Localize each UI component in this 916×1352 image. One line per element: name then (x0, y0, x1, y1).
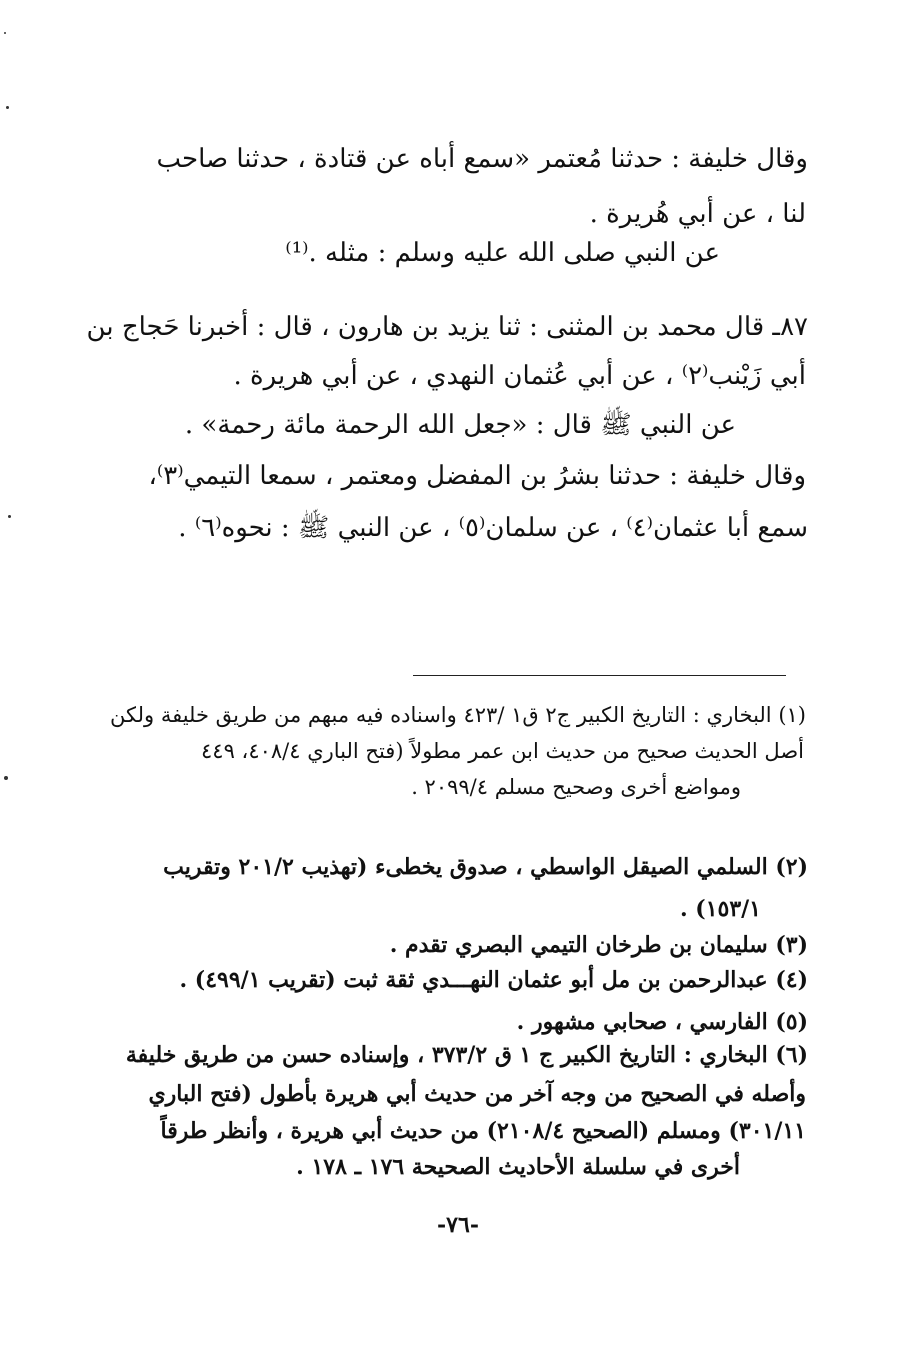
body-line-3: عن النبي صلى الله عليه وسلم : مثله .⁽¹⁾ (285, 238, 720, 268)
scan-speck (8, 515, 11, 518)
body-line-1: وقال خليفة : حدثنا مُعتمر «سمع أباه عن قتادة ، حدثنا صاحب (156, 144, 808, 174)
scan-speck (6, 106, 9, 109)
scan-speck (4, 32, 6, 34)
footnote-1-line-3: ومواضع أخرى وصحيح مسلم ٢٠٩٩/٤ . (411, 775, 741, 799)
scan-speck (4, 776, 8, 780)
hadith-87-line-3: عن النبي ﷺ قال : «جعل الله الرحمة مائة رحمة» . (184, 410, 736, 440)
hadith-87-line-5: سمع أبا عثمان⁽٤⁾ ، عن سلمان⁽٥⁾ ، عن النبي ﷺ : نحوه⁽٦⁾ . (178, 513, 808, 543)
footnote-3: (٣) سليمان بن طرخان التيمي البصري تقدم . (389, 932, 808, 958)
hadith-87-line-1: ٨٧ـ قال محمد بن المثنى : ثنا يزيد بن هارون ، قال : أخبرنا حَجاج بن (86, 312, 808, 342)
footnote-2-line-2: ١٥٣/١) . (679, 896, 761, 922)
footnote-6-line-3: ٣٠١/١١) ومسلم (الصحيح ٢١٠٨/٤) من حديث أبي هريرة ، وأنظر طرقاً (160, 1118, 806, 1144)
page-number: -٧٦- (437, 1212, 479, 1238)
footnote-1-line-2: أصل الحديث صحيح من حديث ابن عمر مطولاً (فتح الباري ٤٠٨/٤، ٤٤٩ (201, 739, 804, 763)
footnote-4: (٤) عبدالرحمن بن مل أبو عثمان النهـــدي ثقة ثبت (تقريب ٤٩٩/١) . (179, 967, 808, 993)
footnote-6-line-2: وأصله في الصحيح من وجه آخر من حديث أبي هريرة بأطول (فتح الباري (148, 1081, 806, 1107)
footnote-5: (٥) الفارسي ، صحابي مشهور . (516, 1009, 808, 1035)
footnote-6-line-1: (٦) البخاري : التاريخ الكبير ج ١ ق ٣٧٣/٢ ، وإسناده حسن من طريق خليفة (125, 1042, 808, 1068)
footnote-1-line-1: (١) البخاري : التاريخ الكبير ج٢ ق١ /٤٢٣ واسناده فيه مبهم من طريق خليفة ولكن (110, 703, 806, 727)
body-line-2: لنا ، عن أبي هُريرة . (589, 199, 806, 229)
footnote-6-line-4: أخرى في سلسلة الأحاديث الصحيحة ١٧٦ ـ ١٧٨ . (296, 1154, 740, 1180)
footnote-separator (413, 675, 786, 676)
hadith-87-line-2: أبي زَيْنب⁽٢⁾ ، عن أبي عُثمان النهدي ، عن أبي هريرة . (233, 361, 806, 391)
hadith-87-line-4: وقال خليفة : حدثنا بشرُ بن المفضل ومعتمر ، سمعا التيمي⁽٣⁾، (148, 461, 806, 491)
footnote-2-line-1: (٢) السلمي الصيقل الواسطي ، صدوق يخطىء (تهذيب ٢٠١/٢ وتقريب (163, 854, 808, 880)
